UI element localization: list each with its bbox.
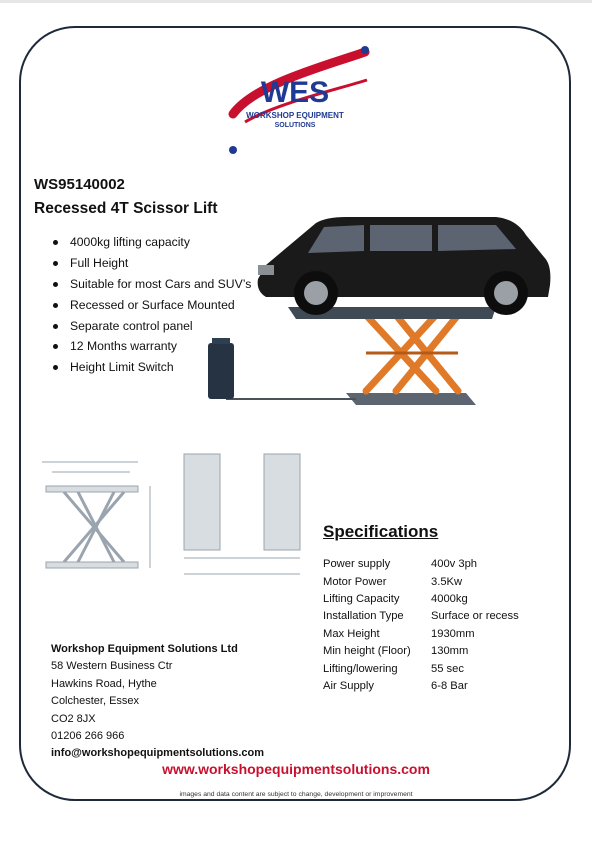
technical-drawings [34,450,314,585]
product-title: Recessed 4T Scissor Lift [34,200,218,217]
floor-plate [346,393,476,405]
address-line: Colchester, Essex [51,695,140,708]
spec-row [323,660,519,677]
address-line: Hawkins Road, Hythe [51,677,157,690]
logo-text: WES [260,76,330,109]
specifications-heading: Specifications [323,522,439,541]
company-phone: 01206 266 966 [51,730,125,743]
company-name: Workshop Equipment Solutions Ltd [51,643,238,655]
spec-label: Lifting/lowering [323,662,398,675]
feature-item: Suitable for most Cars and SUV’s [48,274,251,295]
spec-label: Installation Type [323,610,404,623]
disclaimer-text: images and data content are subject to change, development or improvement [179,791,413,798]
spec-value: 6-8 Bar [431,679,468,692]
top-divider [0,0,592,3]
logo-subtitle-2: SOLUTIONS [274,122,316,129]
spec-label: Motor Power [323,575,387,588]
spec-row [323,556,519,573]
feature-item: Height Limit Switch [48,357,251,378]
product-code: WS95140002 [34,176,125,193]
feature-item: 4000kg lifting capacity [48,232,251,253]
spec-row [323,591,519,608]
feature-item: 12 Months warranty [48,336,251,357]
spec-value: 55 sec [431,662,464,675]
address-line: CO2 8JX [51,712,96,725]
company-details [51,641,264,763]
feature-item: Full Height [48,253,251,274]
website-link[interactable]: www.workshopequipmentsolutions.com [162,761,430,777]
spec-row [323,678,519,695]
spec-value: 1930mm [431,627,475,640]
spec-row [323,573,519,590]
control-panel [208,343,234,399]
spec-row [323,643,519,660]
spec-value: 130mm [431,645,469,658]
logo-subtitle-1: WORKSHOP EQUIPMENT [246,111,344,120]
company-email[interactable]: info@workshopequipmentsolutions.com [51,747,265,760]
spec-value: Surface or recess [431,610,519,623]
wes-logo [215,44,375,156]
specifications-table [323,556,519,695]
feature-item: Recessed or Surface Mounted [48,295,251,316]
spec-label: Air Supply [323,679,374,692]
spec-value: 3.5Kw [431,575,463,588]
product-image [196,195,564,417]
spec-label: Min height (Floor) [323,645,411,658]
spec-value: 400v 3ph [431,558,478,571]
feature-item: Separate control panel [48,316,251,337]
spec-row [323,608,519,625]
spec-label: Power supply [323,558,391,571]
spec-label: Lifting Capacity [323,592,400,605]
spec-value: 4000kg [431,592,468,605]
suv-car [258,217,551,315]
address-line: 58 Western Business Ctr [51,660,173,673]
spec-label: Max Height [323,627,380,640]
spec-row [323,626,519,643]
